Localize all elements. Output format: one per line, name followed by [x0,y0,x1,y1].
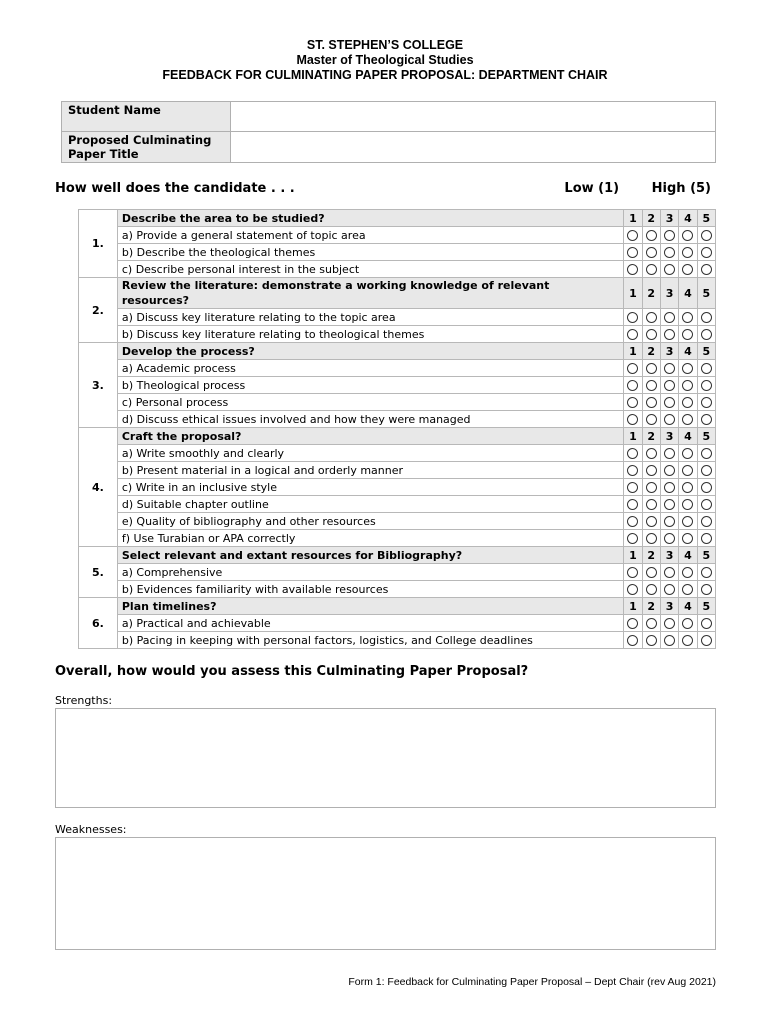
rating-cell [642,479,660,496]
section-row [79,278,716,309]
rating-radio-button[interactable] [627,584,638,595]
rating-cell [679,564,697,581]
scale-number: 4 [679,428,697,445]
strengths-label: Strengths: [55,694,113,707]
student-name-label: Student Name [62,102,231,132]
rating-cell [660,496,678,513]
criterion-row [79,479,716,496]
rating-cell [624,326,642,343]
criterion-text: a) Write smoothly and clearly [117,445,623,462]
rating-radio-button[interactable] [664,414,675,425]
rating-radio-button[interactable] [682,516,693,527]
rating-cell [624,496,642,513]
rating-radio-button[interactable] [664,397,675,408]
rating-radio-button[interactable] [664,247,675,258]
rating-cell [642,360,660,377]
rating-cell [642,309,660,326]
rating-radio-button[interactable] [701,247,712,258]
scale-number: 3 [660,428,678,445]
rating-cell [660,581,678,598]
rating-radio-button[interactable] [701,448,712,459]
rating-radio-button[interactable] [646,567,657,578]
rating-radio-button[interactable] [646,414,657,425]
section-number: 1. [79,210,118,278]
scale-number: 5 [697,428,715,445]
scale-number: 3 [660,278,678,309]
rating-radio-button[interactable] [682,230,693,241]
rating-cell [660,377,678,394]
rating-radio-button[interactable] [664,380,675,391]
rating-cell [660,462,678,479]
rating-cell [642,462,660,479]
rating-radio-button[interactable] [701,414,712,425]
rating-radio-button[interactable] [664,363,675,374]
paper-title-field[interactable] [231,132,716,163]
rating-radio-button[interactable] [664,448,675,459]
criterion-text: e) Quality of bibliography and other resources [117,513,623,530]
section-title: Select relevant and extant resources for Bibliography? [117,547,623,564]
rating-cell [679,530,697,547]
rating-radio-button[interactable] [664,499,675,510]
rating-radio-button[interactable] [682,380,693,391]
paper-title-label: Proposed Culminating Paper Title [62,132,231,163]
rating-cell [660,530,678,547]
rating-cell [660,513,678,530]
rating-radio-button[interactable] [664,584,675,595]
rating-radio-button[interactable] [682,414,693,425]
rating-radio-button[interactable] [627,482,638,493]
section-row [79,428,716,445]
rating-cell [697,530,715,547]
rating-radio-button[interactable] [627,516,638,527]
rating-radio-button[interactable] [627,380,638,391]
criterion-row [79,513,716,530]
criterion-text: c) Write in an inclusive style [117,479,623,496]
criterion-row [79,411,716,428]
rating-radio-button[interactable] [701,465,712,476]
scale-number: 4 [679,343,697,360]
rating-radio-button[interactable] [646,264,657,275]
rating-radio-button[interactable] [627,264,638,275]
rating-radio-button[interactable] [627,635,638,646]
rating-radio-button[interactable] [701,584,712,595]
rating-cell [624,261,642,278]
rating-cell [642,411,660,428]
rating-radio-button[interactable] [627,465,638,476]
strengths-field[interactable] [55,708,716,808]
scale-number: 5 [697,343,715,360]
rating-radio-button[interactable] [627,329,638,340]
high-label: High (5) [651,181,711,196]
rating-cell [642,394,660,411]
rating-cell [697,326,715,343]
section-number: 2. [79,278,118,343]
section-row [79,598,716,615]
rating-cell [660,615,678,632]
rating-cell [679,360,697,377]
rating-radio-button[interactable] [701,380,712,391]
criterion-text: a) Practical and achievable [117,615,623,632]
criterion-text: d) Discuss ethical issues involved and how they were managed [117,411,623,428]
rating-radio-button[interactable] [682,584,693,595]
rating-radio-button[interactable] [627,397,638,408]
rating-radio-button[interactable] [682,264,693,275]
rating-cell [697,462,715,479]
criterion-row [79,530,716,547]
rating-cell [679,479,697,496]
form-title: FEEDBACK FOR CULMINATING PAPER PROPOSAL: DEPARTMENT CHAIR [162,68,608,82]
rating-radio-button[interactable] [701,533,712,544]
rating-cell [679,261,697,278]
rating-radio-button[interactable] [646,329,657,340]
section-number: 4. [79,428,118,547]
rating-radio-button[interactable] [627,567,638,578]
rating-cell [660,564,678,581]
criterion-text: b) Present material in a logical and orderly manner [117,462,623,479]
scale-number: 4 [679,278,697,309]
rating-radio-button[interactable] [646,448,657,459]
rating-cell [642,377,660,394]
rating-cell [679,462,697,479]
rating-radio-button[interactable] [664,567,675,578]
rating-cell [642,227,660,244]
college-name: ST. STEPHEN’S COLLEGE [306,38,464,52]
scale-number: 4 [679,547,697,564]
rating-radio-button[interactable] [682,465,693,476]
criterion-text: d) Suitable chapter outline [117,496,623,513]
scale-number: 2 [642,343,660,360]
rating-radio-button[interactable] [627,230,638,241]
rating-radio-button[interactable] [646,618,657,629]
rating-cell [624,513,642,530]
criterion-row [79,326,716,343]
rating-radio-button[interactable] [646,465,657,476]
rating-radio-button[interactable] [646,635,657,646]
rating-cell [660,244,678,261]
criterion-row [79,496,716,513]
rating-cell [697,496,715,513]
rating-radio-button[interactable] [627,533,638,544]
rating-cell [679,309,697,326]
rating-cell [660,411,678,428]
criterion-row [79,615,716,632]
rating-radio-button[interactable] [682,618,693,629]
rating-cell [642,244,660,261]
rating-cell [624,632,642,649]
section-title: Review the literature: demonstrate a working knowledge of relevant resources? [117,278,623,309]
rating-cell [624,411,642,428]
student-name-field[interactable] [231,102,716,132]
rating-cell [642,496,660,513]
rating-cell [642,326,660,343]
criterion-text: b) Theological process [117,377,623,394]
rating-cell [624,360,642,377]
rating-cell [642,632,660,649]
criterion-text: b) Describe the theological themes [117,244,623,261]
rating-cell [660,309,678,326]
rating-cell [660,261,678,278]
criterion-row [79,360,716,377]
rating-cell [679,615,697,632]
rating-radio-button[interactable] [664,618,675,629]
rating-radio-button[interactable] [682,567,693,578]
rating-cell [660,227,678,244]
rating-cell [624,377,642,394]
rating-radio-button[interactable] [664,533,675,544]
weaknesses-label: Weaknesses: [55,823,127,836]
criterion-text: c) Describe personal interest in the subject [117,261,623,278]
rating-cell [679,581,697,598]
rating-radio-button[interactable] [664,635,675,646]
criterion-row [79,462,716,479]
rating-cell [679,513,697,530]
overall-question: Overall, how would you assess this Culminating Paper Proposal? [55,664,529,679]
rating-radio-button[interactable] [646,516,657,527]
rating-radio-button[interactable] [701,618,712,629]
rating-cell [642,581,660,598]
rating-cell [697,445,715,462]
rating-radio-button[interactable] [682,397,693,408]
criterion-row [79,309,716,326]
rating-question: How well does the candidate . . . [55,181,295,196]
criterion-row [79,564,716,581]
scale-number: 5 [697,210,715,227]
rating-radio-button[interactable] [682,482,693,493]
rating-cell [679,496,697,513]
rating-radio-button[interactable] [627,363,638,374]
scale-number: 1 [624,547,642,564]
criterion-text: b) Discuss key literature relating to theological themes [117,326,623,343]
section-title: Craft the proposal? [117,428,623,445]
rating-cell [679,377,697,394]
rating-radio-button[interactable] [701,567,712,578]
rating-cell [697,227,715,244]
rating-radio-button[interactable] [646,397,657,408]
rating-cell [679,244,697,261]
weaknesses-field[interactable] [55,837,716,950]
rating-cell [679,632,697,649]
criterion-text: a) Academic process [117,360,623,377]
rating-cell [679,227,697,244]
rating-cell [624,615,642,632]
rating-radio-button[interactable] [682,635,693,646]
scale-number: 1 [624,278,642,309]
criterion-text: a) Discuss key literature relating to the topic area [117,309,623,326]
criterion-row [79,581,716,598]
rating-radio-button[interactable] [701,516,712,527]
rating-radio-button[interactable] [701,397,712,408]
section-number: 3. [79,343,118,428]
rating-cell [642,564,660,581]
scale-number: 3 [660,598,678,615]
criterion-row [79,445,716,462]
scale-number: 2 [642,428,660,445]
criterion-text: b) Evidences familiarity with available resources [117,581,623,598]
section-number: 5. [79,547,118,598]
rating-cell [697,479,715,496]
rating-cell [697,632,715,649]
scale-number: 2 [642,547,660,564]
rating-cell [660,326,678,343]
section-title: Plan timelines? [117,598,623,615]
rating-radio-button[interactable] [646,230,657,241]
rating-cell [660,445,678,462]
rating-cell [624,227,642,244]
rating-cell [624,445,642,462]
rating-radio-button[interactable] [627,618,638,629]
criterion-row [79,261,716,278]
rating-radio-button[interactable] [701,635,712,646]
scale-number: 5 [697,598,715,615]
criterion-row [79,377,716,394]
rating-cell [624,394,642,411]
scale-number: 1 [624,428,642,445]
criterion-row [79,244,716,261]
criterion-row [79,632,716,649]
rating-radio-button[interactable] [627,312,638,323]
rating-radio-button[interactable] [682,533,693,544]
rating-radio-button[interactable] [682,448,693,459]
rating-cell [642,513,660,530]
rating-cell [679,394,697,411]
scale-number: 2 [642,278,660,309]
rating-radio-button[interactable] [682,363,693,374]
rating-radio-button[interactable] [664,329,675,340]
criterion-row [79,227,716,244]
rating-radio-button[interactable] [664,482,675,493]
rating-cell [697,377,715,394]
section-row [79,343,716,360]
scale-number: 4 [679,210,697,227]
rating-cell [697,411,715,428]
rating-radio-button[interactable] [646,499,657,510]
section-number: 6. [79,598,118,649]
rating-cell [697,513,715,530]
rating-radio-button[interactable] [646,533,657,544]
scale-number: 3 [660,210,678,227]
rating-radio-button[interactable] [701,230,712,241]
rating-radio-button[interactable] [646,363,657,374]
rating-radio-button[interactable] [646,312,657,323]
rating-cell [697,309,715,326]
rating-cell [624,244,642,261]
section-title: Develop the process? [117,343,623,360]
rating-radio-button[interactable] [627,247,638,258]
scale-number: 4 [679,598,697,615]
rating-cell [697,581,715,598]
section-row [79,547,716,564]
rating-radio-button[interactable] [664,516,675,527]
criterion-text: b) Pacing in keeping with personal factors, logistics, and College deadlines [117,632,623,649]
criterion-text: c) Personal process [117,394,623,411]
rating-cell [624,479,642,496]
rating-radio-button[interactable] [682,499,693,510]
scale-number: 5 [697,547,715,564]
rating-radio-button[interactable] [646,584,657,595]
rating-heading [55,181,716,197]
rating-cell [697,564,715,581]
rating-radio-button[interactable] [682,247,693,258]
rating-cell [624,581,642,598]
rating-cell [624,462,642,479]
rating-cell [679,445,697,462]
form-header [0,38,770,83]
rating-cell [697,394,715,411]
scale-number: 3 [660,547,678,564]
rating-cell [697,244,715,261]
rating-radio-button[interactable] [627,448,638,459]
rating-table [78,209,716,649]
section-row [79,210,716,227]
rating-cell [660,479,678,496]
program-name: Master of Theological Studies [296,53,474,67]
criterion-row [79,394,716,411]
rating-cell [624,564,642,581]
scale-number: 5 [697,278,715,309]
rating-radio-button[interactable] [664,230,675,241]
section-title: Describe the area to be studied? [117,210,623,227]
rating-radio-button[interactable] [701,499,712,510]
rating-cell [624,530,642,547]
rating-cell [642,445,660,462]
criterion-text: f) Use Turabian or APA correctly [117,530,623,547]
rating-cell [642,261,660,278]
scale-number: 2 [642,210,660,227]
criterion-text: a) Comprehensive [117,564,623,581]
rating-radio-button[interactable] [701,312,712,323]
scale-number: 1 [624,210,642,227]
rating-radio-button[interactable] [682,312,693,323]
rating-cell [660,632,678,649]
rating-radio-button[interactable] [701,264,712,275]
scale-number: 1 [624,343,642,360]
rating-radio-button[interactable] [701,329,712,340]
criterion-text: a) Provide a general statement of topic area [117,227,623,244]
rating-cell [679,326,697,343]
rating-radio-button[interactable] [627,499,638,510]
scale-number: 2 [642,598,660,615]
rating-radio-button[interactable] [646,482,657,493]
rating-radio-button[interactable] [664,465,675,476]
rating-radio-button[interactable] [701,482,712,493]
rating-cell [660,360,678,377]
rating-radio-button[interactable] [646,380,657,391]
student-info-table [61,101,716,163]
low-label: Low (1) [564,181,620,196]
rating-cell [697,261,715,278]
rating-radio-button[interactable] [664,264,675,275]
scale-number: 3 [660,343,678,360]
footer-text: Form 1: Feedback for Culminating Paper Proposal – Dept Chair (rev Aug 2021) [348,976,716,988]
rating-cell [697,360,715,377]
rating-cell [642,530,660,547]
rating-radio-button[interactable] [627,414,638,425]
rating-cell [697,615,715,632]
rating-cell [642,615,660,632]
rating-radio-button[interactable] [701,363,712,374]
rating-cell [679,411,697,428]
rating-radio-button[interactable] [682,329,693,340]
rating-cell [660,394,678,411]
scale-number: 1 [624,598,642,615]
rating-radio-button[interactable] [664,312,675,323]
rating-radio-button[interactable] [646,247,657,258]
rating-cell [624,309,642,326]
